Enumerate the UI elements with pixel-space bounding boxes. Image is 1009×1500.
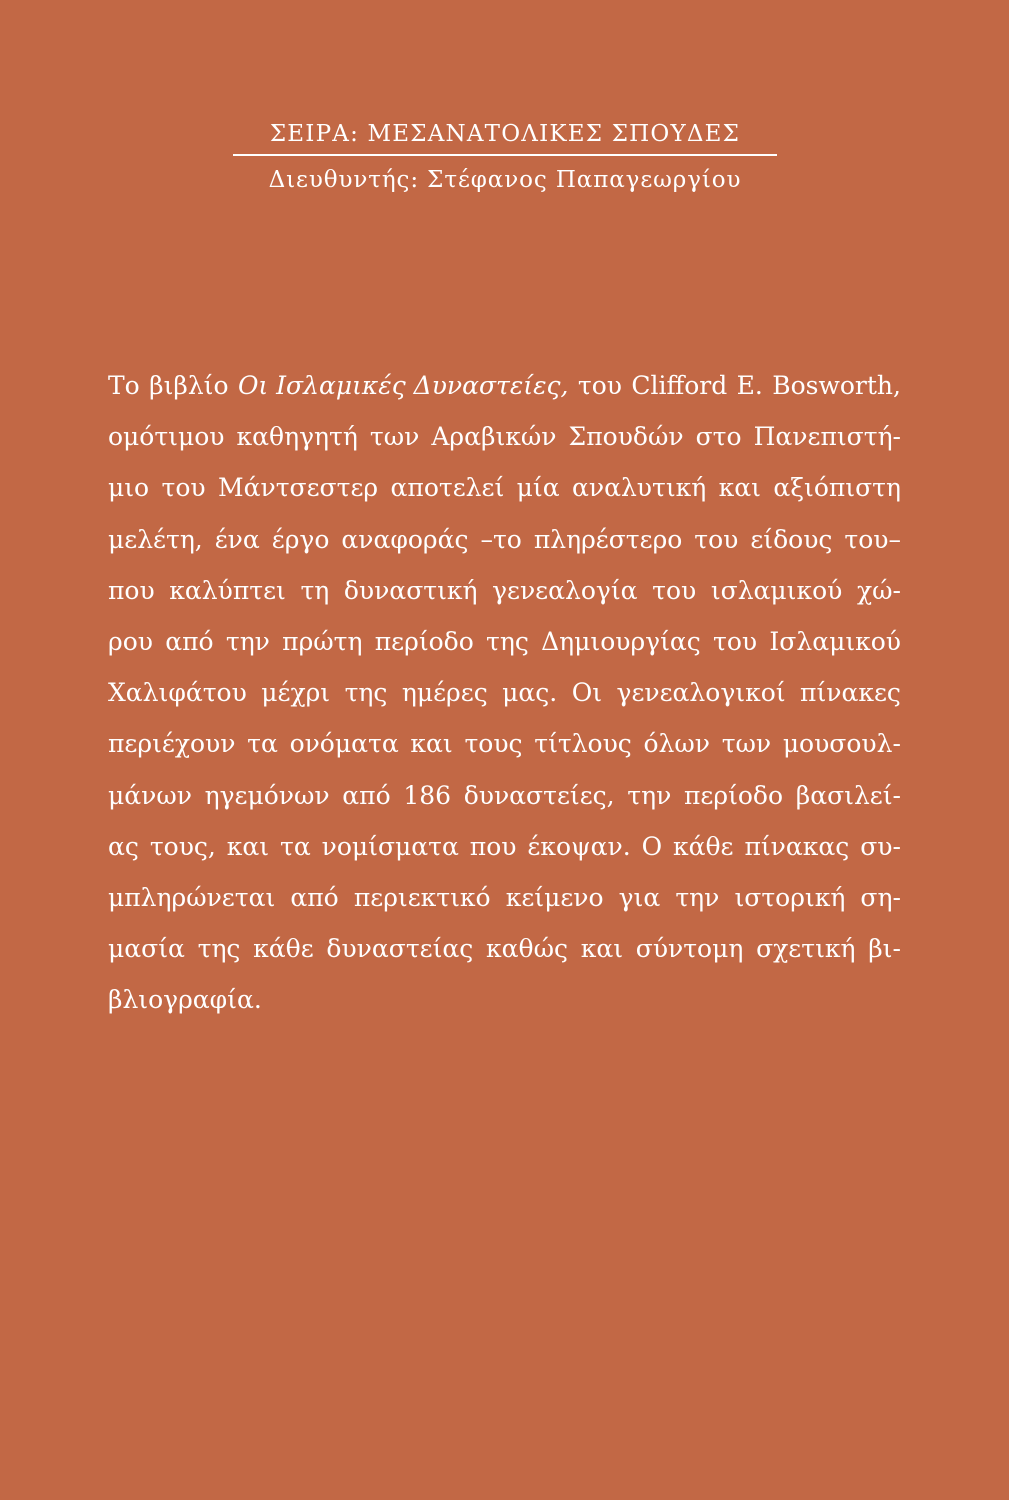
- text-line: [108, 974, 901, 1025]
- text-line: [108, 923, 901, 974]
- text-word: βασιλεί-: [795, 780, 901, 810]
- text-word: ιστορική: [734, 882, 846, 912]
- text-word: και: [226, 831, 270, 861]
- text-word: πρώτη: [282, 626, 363, 656]
- text-word: αποτελεί: [390, 473, 505, 503]
- text-word: Οι Ισλαμικές Δυναστείες,: [237, 371, 569, 400]
- text-word: από: [342, 780, 391, 810]
- text-word: αναλυτική: [572, 473, 707, 503]
- series-title: ΣΕΙΡΑ: ΜΕΣΑΝΑΤΟΛΙΚΕΣ ΣΠΟΥΔΕΣ: [269, 121, 741, 147]
- text-word: τα: [280, 831, 311, 861]
- text-word: μας.: [502, 678, 558, 708]
- text-word: Αραβικών: [431, 422, 557, 452]
- text-word: συ-: [860, 831, 901, 861]
- text-word: Το: [108, 371, 140, 400]
- text-word: πίνακες: [800, 678, 901, 708]
- text-word: πίνακας: [744, 831, 850, 861]
- text-word: ονόματα: [289, 729, 399, 759]
- text-word: βι-: [868, 934, 901, 964]
- text-word: μπληρώνεται: [108, 882, 276, 912]
- text-word: του: [694, 524, 739, 554]
- text-word: από: [165, 626, 214, 656]
- text-word: καθηγητή: [236, 422, 358, 452]
- text-word: που: [108, 575, 155, 605]
- text-line: [108, 616, 901, 667]
- text-word: ημέρες: [401, 678, 488, 708]
- text-line: [108, 360, 901, 411]
- text-line: [108, 462, 901, 513]
- text-word: Πανεπιστή-: [753, 422, 901, 452]
- text-word: του: [577, 371, 622, 400]
- text-word: μουσουλ-: [782, 729, 901, 759]
- text-word: είδους: [750, 524, 833, 554]
- text-word: δυναστική: [343, 575, 478, 605]
- text-word: δυναστείας: [326, 934, 474, 964]
- text-line: [108, 718, 901, 769]
- text-word: Ο: [641, 831, 663, 861]
- text-word: των: [369, 422, 420, 452]
- text-word: κάθε: [673, 831, 734, 861]
- series-divider: [233, 154, 777, 156]
- text-word: τους,: [149, 831, 216, 861]
- text-word: του: [161, 473, 206, 503]
- text-word: σχετική: [756, 934, 856, 964]
- text-word: για: [618, 882, 661, 912]
- text-word: Clifford: [631, 371, 728, 400]
- text-word: βιβλίο: [149, 371, 229, 400]
- text-word: έργο: [271, 524, 330, 554]
- text-line: [108, 565, 901, 616]
- text-word: ένα: [214, 524, 260, 554]
- text-word: ση-: [860, 882, 901, 912]
- text-word: ισλαμικού: [710, 575, 843, 605]
- text-word: του: [713, 626, 758, 656]
- text-word: ομότιμου: [108, 422, 225, 452]
- text-word: Σπουδών: [568, 422, 684, 452]
- text-word: μία: [516, 473, 560, 503]
- book-description: [108, 360, 901, 1025]
- text-word: από: [290, 882, 339, 912]
- text-word: της: [344, 678, 388, 708]
- series-director: Διευθυντής: Στέφανος Παπαγεωργίου: [268, 167, 742, 193]
- series-header: [233, 118, 777, 196]
- text-word: καθώς: [486, 934, 568, 964]
- text-word: γενεαλογία: [492, 575, 638, 605]
- text-line: [108, 872, 901, 923]
- text-word: τους: [464, 729, 523, 759]
- text-word: περιεκτικό: [353, 882, 491, 912]
- text-word: των: [721, 729, 772, 759]
- text-word: Ισλαμικού: [769, 626, 901, 656]
- text-word: όλων: [643, 729, 710, 759]
- text-word: Χαλιφάτου: [108, 678, 247, 708]
- text-word: γενεαλογικοί: [616, 678, 786, 708]
- text-word: ηγεμόνων: [204, 780, 330, 810]
- text-word: την: [225, 626, 270, 656]
- text-word: μιο: [108, 473, 150, 503]
- text-word: μάνων: [108, 780, 192, 810]
- text-line: [108, 770, 901, 821]
- text-word: την: [675, 882, 720, 912]
- text-word: έκοψαν.: [527, 831, 631, 861]
- text-line: [108, 514, 901, 565]
- text-word: Δημιουργίας: [541, 626, 701, 656]
- text-word: –το: [480, 524, 522, 554]
- text-word: που: [469, 831, 517, 861]
- text-word: κείμενο: [505, 882, 604, 912]
- text-word: της: [197, 934, 241, 964]
- text-word: Μάντσεστερ: [218, 473, 379, 503]
- text-line: [108, 821, 901, 872]
- text-line: [108, 411, 901, 462]
- text-word: περίοδο: [374, 626, 474, 656]
- text-word: Bosworth,: [772, 371, 901, 400]
- text-word: ρου: [108, 626, 153, 656]
- text-word: τίτλους: [534, 729, 632, 759]
- text-word: του: [652, 575, 697, 605]
- text-word: και: [718, 473, 761, 503]
- text-word: περιέχουν: [108, 729, 236, 759]
- text-line: [108, 667, 901, 718]
- text-word: πληρέστερο: [533, 524, 683, 554]
- text-word: αξιόπιστη: [773, 473, 901, 503]
- text-word: και: [580, 934, 624, 964]
- text-word: E.: [736, 371, 763, 400]
- text-word: αναφοράς: [341, 524, 469, 554]
- text-word: κάθε: [253, 934, 314, 964]
- text-word: νομίσματα: [321, 831, 459, 861]
- text-word: μέχρι: [261, 678, 331, 708]
- text-word: καλύπτει: [169, 575, 286, 605]
- text-word: δυναστείες,: [463, 780, 615, 810]
- text-word: περίοδο: [684, 780, 784, 810]
- text-word: βλιογραφία.: [108, 985, 262, 1015]
- text-word: ας: [108, 831, 139, 861]
- text-word: Οι: [571, 678, 603, 708]
- text-word: μασία: [108, 934, 185, 964]
- text-word: τα: [247, 729, 278, 759]
- text-word: την: [627, 780, 672, 810]
- text-word: 186: [403, 780, 452, 810]
- text-word: σύντομη: [635, 934, 744, 964]
- text-word: της: [486, 626, 529, 656]
- text-word: του–: [844, 524, 901, 554]
- text-word: χώ-: [856, 575, 901, 605]
- text-word: και: [410, 729, 453, 759]
- text-word: μελέτη,: [108, 524, 203, 554]
- text-word: στο: [695, 422, 742, 452]
- text-word: τη: [300, 575, 330, 605]
